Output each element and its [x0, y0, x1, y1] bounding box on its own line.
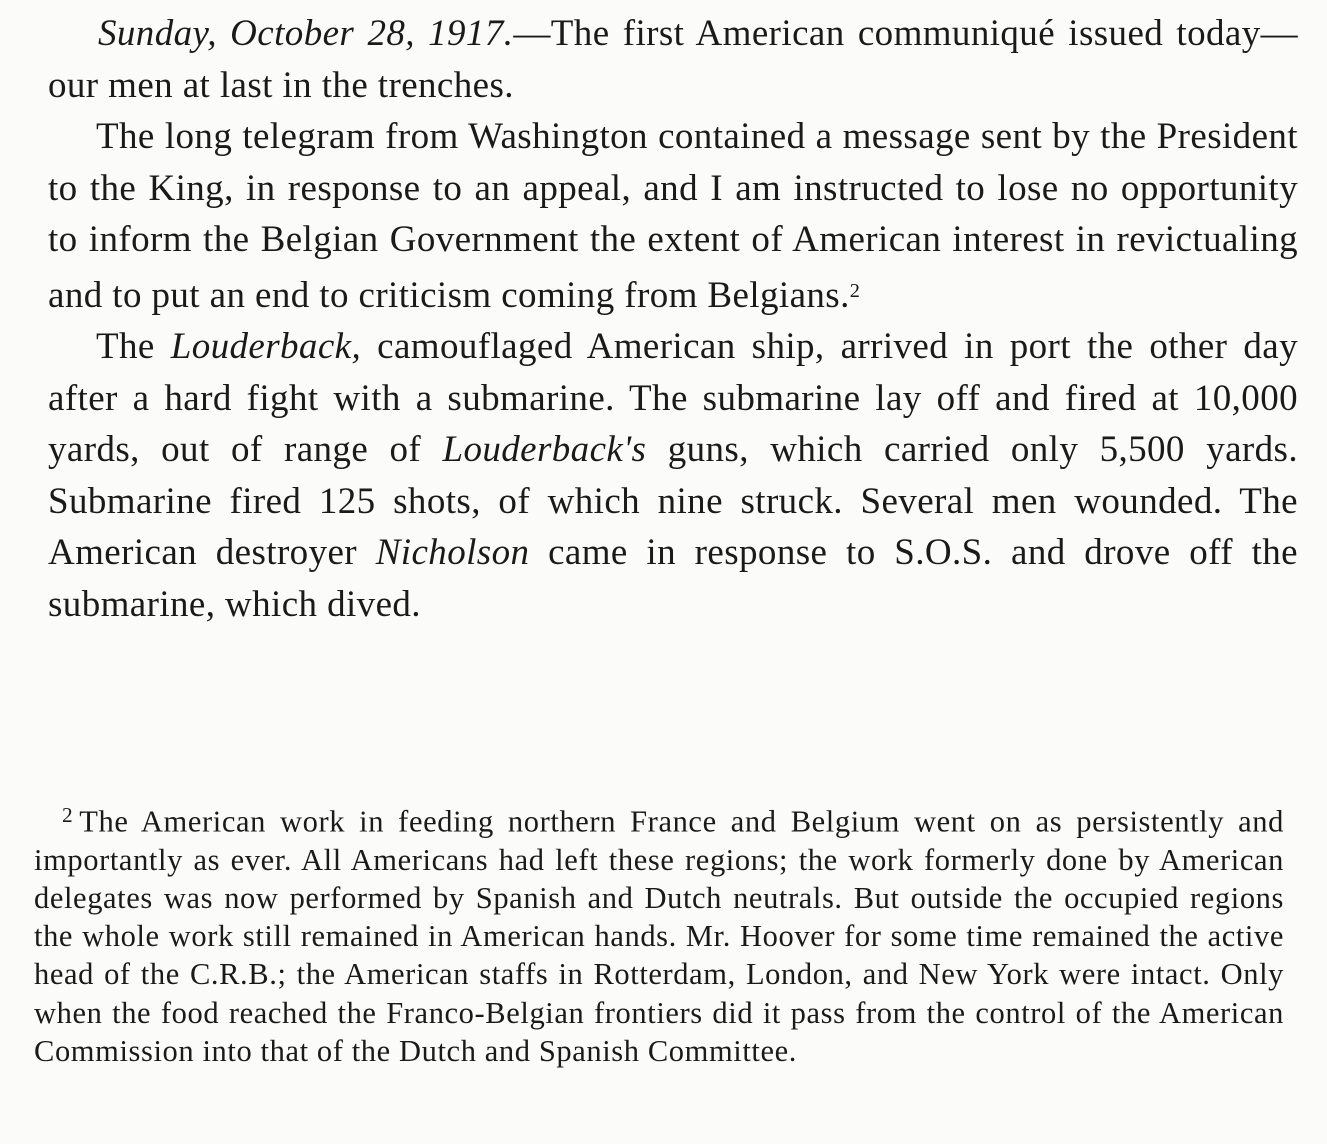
entry-paragraph-1	[48, 8, 1298, 111]
footnote-marker: 2	[62, 803, 74, 827]
footnote-reference: 2	[849, 279, 861, 302]
entry-paragraph-3	[48, 321, 1298, 630]
paragraph3-text-2: camouflaged American ship, arrived in port the other day after a hard fight with a submarine. The submarine lay off and fired at 10,000 yards, out of range of	[48, 326, 1299, 471]
footnote-text: The American work in feeding northern France and Belgium went on as persistently and importantly as ever. All Americans had left these regions; the work formerly done by American delegates was now performed by Spanish and Dutch neutrals. But outside the occupied regions the whole work still remained in American hands. Mr. Hoover for some time remained the active head of the C.R.B.; the American staffs in Rotterdam, London, and New York were intact. Only when the food reached the Franco-Belgian frontiers did it pass from the control of the American Commission into that of the Dutch and Spanish Committee.	[34, 804, 1284, 1068]
destroyer-name: Nicholson	[375, 532, 530, 574]
footnote-paragraph	[34, 796, 1284, 1070]
diary-entry	[48, 8, 1298, 630]
entry-dateline: Sunday, October 28, 1917.	[98, 13, 514, 54]
paragraph3-text-4: came in response to S.O.S. and drove off the submarine, which dived.	[48, 532, 1298, 625]
ship-name: Louderback,	[170, 326, 362, 368]
ship-name-possessive: Louderback's	[442, 429, 647, 471]
paragraph3-text-3: guns, which carried only 5,500 yards. Submarine fired 125 shots, of which nine struck. Several men wounded. The American destroyer	[48, 429, 1298, 574]
footnote	[34, 796, 1284, 1070]
paragraph2-text: The long telegram from Washington contained a message sent by the President to the King, in response to an appeal, and I am instructed to lose no opportunity to inform the Belgian Government the extent of American interest in revictualing and to put an end to criticism coming from Belgians.	[48, 116, 1298, 316]
paragraph3-text-1: The	[96, 326, 171, 368]
entry-first-text: —The first American communiqué issued today—our men at last in the trenches.	[48, 13, 1299, 106]
entry-paragraph-2	[48, 111, 1298, 321]
